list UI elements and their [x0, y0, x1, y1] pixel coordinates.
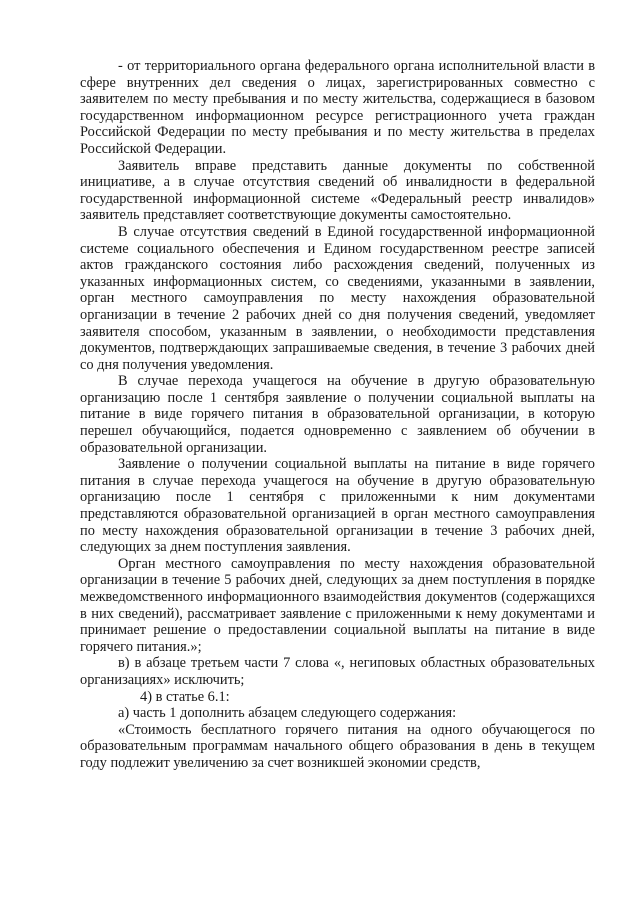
document-page: [80, 58, 595, 772]
paragraph-4: В случае перехода учащегося на обучение в другую образовательную организацию после 1 сентября заявление о получении социальной выплаты на питание в виде горячего питания в образовательной организации, в которую перешел обучающийся, подается одновременно с заявлением об обучении в образовательной организации.: [80, 373, 595, 456]
paragraph-6: Орган местного самоуправления по месту нахождения образовательной организации в течение 5 рабочих дней, следующих за днем поступления в порядке межведомственного информационного взаимодействия документов (содержащихся в них сведений), рассматривает заявление с приложенными к нему документами и принимает решение о предоставлении социальной выплаты на питание в виде горячего питания.»;: [80, 555, 595, 655]
paragraph-5: Заявление о получении социальной выплаты на питание в виде горячего питания в случае перехода учащегося на обучение в другую образовательную организацию после 1 сентября с приложенными к ним документами представляются образовательной организацией в орган местного самоуправления по месту нахождения образовательной организации в течение 3 рабочих дней, следующих за днем поступления заявления.: [80, 456, 595, 556]
paragraph-2: Заявитель вправе представить данные документы по собственной инициативе, а в случае отсутствия сведений об инвалидности в федеральной государственной информационной системе «Федеральный реестр инвалидов» заявитель представляет соответствующие документы самостоятельно.: [80, 157, 595, 224]
paragraph-10: «Стоимость бесплатного горячего питания на одного обучающегося по образовательным программам начального общего образования в день в текущем году подлежит увеличению за счет возникшей экономии средств,: [80, 721, 595, 771]
paragraph-7: в) в абзаце третьем части 7 слова «, негиповых областных образовательных организациях» исключить;: [80, 655, 595, 688]
paragraph-9: а) часть 1 дополнить абзацем следующего содержания:: [118, 705, 457, 722]
paragraph-1: - от территориального органа федерального органа исполнительной власти в сфере внутренних дел сведения о лицах, зарегистрированных совместно с заявителем по месту пребывания и по месту жительства, содержащиеся в базовом государственном информационном ресурсе регистрационного учета граждан Российской Федерации по месту пребывания и по месту жительства в пределах Российской Федерации.: [80, 58, 595, 157]
paragraph-3: В случае отсутствия сведений в Единой государственной информационной системе социального обеспечения и Едином государственном реестре записей актов гражданского состояния либо расхождения сведений, полученных из указанных информационных систем, со сведениями, указанными в заявлении, орган местного самоуправления по месту нахождения образовательной организации в течение 2 рабочих дней со дня получения сведений, уведомляет заявителя способом, указанным в заявлении, о необходимости представления документов, подтверждающих запрашиваемые сведения, в течение 3 рабочих дней со дня получения уведомления.: [80, 223, 595, 373]
paragraph-8: 4) в статье 6.1:: [140, 688, 230, 705]
